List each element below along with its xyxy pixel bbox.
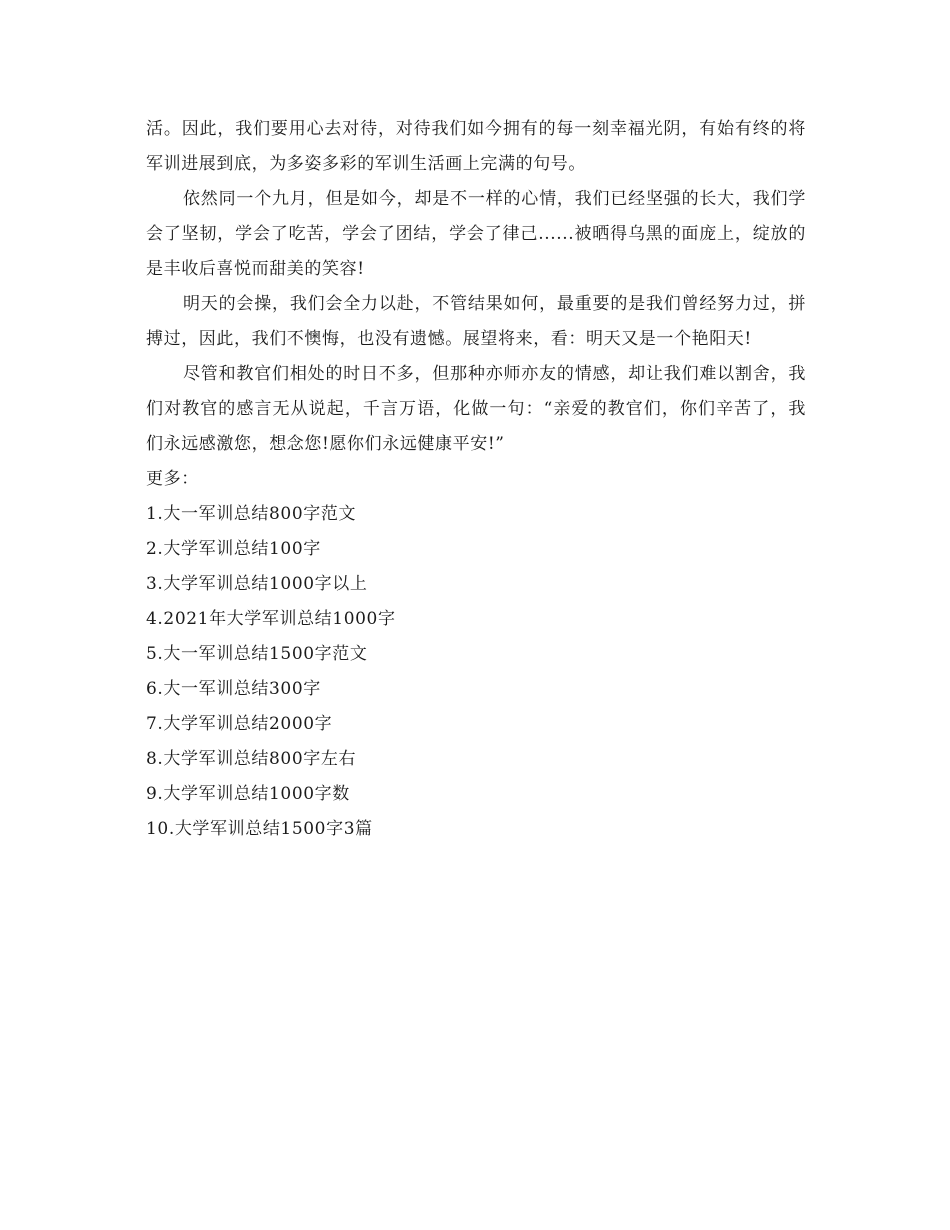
- related-link-3[interactable]: 3.大学军训总结1000字以上: [146, 574, 368, 594]
- paragraph-september: 依然同一个九月，但是如今，却是不一样的心情，我们已经坚强的长大，我们学会了坚韧，学会了吃苦，学会了团结，学会了律己......被晒得乌黑的面庞上，绽放的是丰收后喜悦而甜美的笑容!: [146, 189, 806, 279]
- related-link-9[interactable]: 9.大学军训总结1000字数: [146, 784, 350, 804]
- related-link-2[interactable]: 2.大学军训总结100字: [146, 539, 321, 559]
- related-links-list: [146, 497, 806, 847]
- related-link-4[interactable]: 4.2021年大学军训总结1000字: [146, 609, 396, 629]
- related-link-6[interactable]: 6.大一军训总结300字: [146, 679, 321, 699]
- paragraph-drill-tomorrow: 明天的会操，我们会全力以赴，不管结果如何，最重要的是我们曾经努力过，拼搏过，因此，我们不懊悔，也没有遗憾。展望将来，看：明天又是一个艳阳天!: [146, 294, 806, 349]
- paragraph-continuation: 活。因此，我们要用心去对待，对待我们如今拥有的每一刻幸福光阴，有始有终的将军训进展到底，为多姿多彩的军训生活画上完满的句号。: [146, 119, 806, 174]
- more-label: 更多：: [146, 469, 199, 489]
- related-link-8[interactable]: 8.大学军训总结800字左右: [146, 749, 357, 769]
- related-link-5[interactable]: 5.大一军训总结1500字范文: [146, 644, 368, 664]
- paragraph-instructors: 尽管和教官们相处的时日不多，但那种亦师亦友的情感，却让我们难以割舍，我们对教官的感言无从说起，千言万语，化做一句：“亲爱的教官们，你们辛苦了，我们永远感激您，想念您!愿你们永远健康平安!”: [146, 364, 806, 454]
- related-link-7[interactable]: 7.大学军训总结2000字: [146, 714, 333, 734]
- related-link-1[interactable]: 1.大一军训总结800字范文: [146, 504, 357, 524]
- related-link-10[interactable]: 10.大学军训总结1500字3篇: [146, 819, 373, 839]
- document-body: [146, 112, 806, 847]
